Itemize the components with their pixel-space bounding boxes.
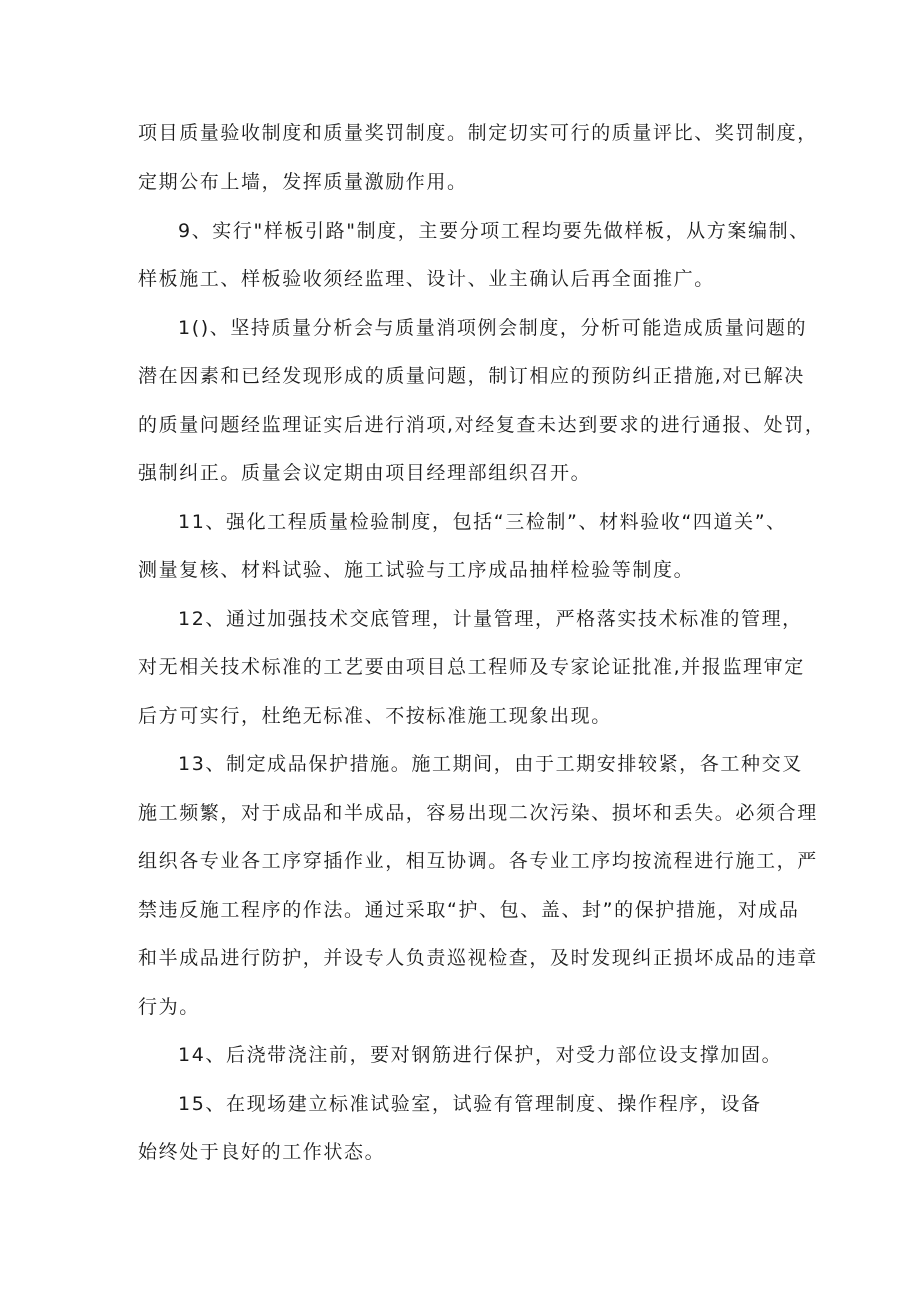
paragraph-line: 强制纠正。质量会议定期由项目经理部组织召开。	[138, 462, 592, 484]
paragraph-line: 样板施工、样板验收须经监理、设计、业主确认后再全面推广。	[138, 268, 715, 290]
paragraph-line: 组织各专业各工序穿插作业，相互协调。各专业工序均按流程进行施工，严	[138, 850, 818, 872]
paragraph-line: 14、后浇带浇注前，要对钢筋进行保护，对受力部位设支撑加固。	[178, 1044, 783, 1066]
paragraph-line: 9、实行"样板引路"制度，主要分项工程均要先做样板，从方案编制、	[178, 220, 810, 242]
paragraph-line: 11、强化工程质量检验制度，包括“三检制”、材料验收“四道关”、	[178, 511, 787, 533]
paragraph-line: 和半成品进行防护，并设专人负责巡视检查，及时发现纠正损坏成品的违章	[138, 947, 818, 969]
paragraph-line: 禁违反施工程序的作法。通过采取“护、包、盖、封”的保护措施，对成品	[138, 899, 800, 921]
paragraph-line: 15、在现场建立标准试验室，试验有管理制度、操作程序，设备	[178, 1093, 762, 1115]
paragraph-line: 1()、坚持质量分析会与质量消项例会制度，分析可能造成质量问题的	[178, 317, 808, 339]
paragraph-line: 12、通过加强技术交底管理，计量管理，严格落实技术标准的管理，	[178, 608, 803, 630]
paragraph-line: 的质量问题经监理证实后进行消项,对经复查未达到要求的进行通报、处罚，	[138, 414, 826, 436]
paragraph-line: 后方可实行，杜绝无标准、不按标准施工现象出现。	[138, 705, 612, 727]
paragraph-line: 潜在因素和已经发现形成的质量问题，制订相应的预防纠正措施,对已解决	[138, 365, 805, 387]
paragraph-line: 13、制定成品保护措施。施工期间，由于工期安排较紧，各工种交叉	[178, 753, 803, 775]
paragraph-line: 项目质量验收制度和质量奖罚制度。制定切实可行的质量评比、奖罚制度，	[138, 122, 818, 144]
paragraph-line: 始终处于良好的工作状态。	[138, 1141, 386, 1163]
paragraph-line: 定期公布上墙，发挥质量激励作用。	[138, 171, 468, 193]
paragraph-line: 测量复核、材料试验、施工试验与工序成品抽样检验等制度。	[138, 559, 695, 581]
paragraph-line: 施工频繁，对于成品和半成品，容易出现二次污染、损坏和丢失。必须合理	[138, 802, 818, 824]
paragraph-line: 对无相关技术标准的工艺要由项目总工程师及专家论证批准,并报监理审定	[138, 656, 805, 678]
paragraph-line: 行为。	[138, 996, 200, 1018]
